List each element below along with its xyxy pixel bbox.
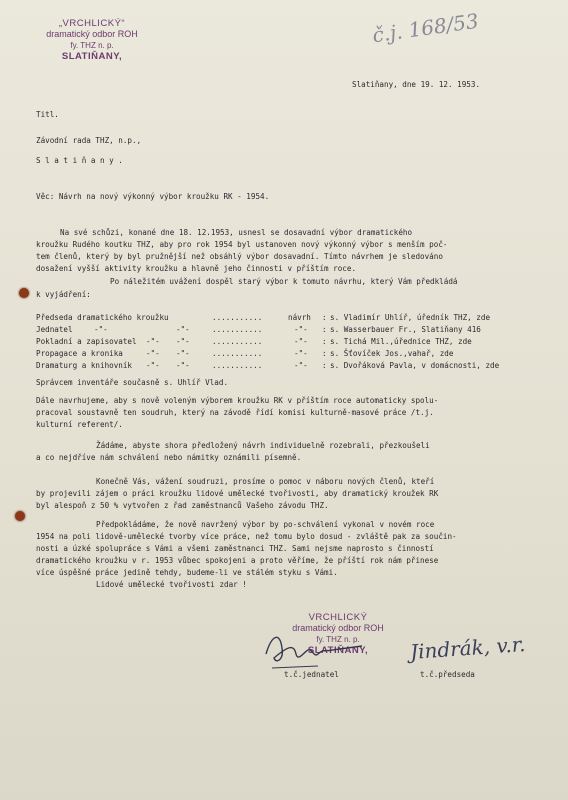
- para1-line: dosažení vyšší aktivity kroužku a hlavně jeho činnosti v příštím roce.: [36, 264, 357, 273]
- header-stamp: [22, 18, 162, 62]
- addressee-line-3: S l a t i ň a n y .: [36, 156, 123, 165]
- para3-line: pracoval soustavně ten soudruh, který na závodě řídí komisi kulturně-masové práce /t.j.: [36, 408, 434, 417]
- reference-note: č.j. 168/53: [370, 8, 480, 48]
- date-line: Slatiňany, dne 19. 12. 1953.: [352, 80, 481, 89]
- para1-line: kroužku Rudého koutku THZ, aby pro rok 1954 byl ustanoven nový výkonný výbor s menším poč-: [36, 240, 448, 249]
- signature-left: [258, 624, 378, 674]
- para1-line: tem členů, který by byl pružnější než obsáhlý výbor dosavadní. Tímto návrhem je sledováno: [36, 252, 443, 261]
- committee-ditto: -"-: [146, 349, 160, 358]
- para4-line: Žádáme, abyste shora předložený návrh individuelně rozebrali, přezkoušeli: [96, 441, 430, 450]
- sign-right-label: t.č.předseda: [420, 670, 475, 679]
- committee-ditto: -"-: [146, 361, 160, 370]
- stamp-line: dramatický odbor ROH: [292, 623, 384, 633]
- committee-ditto: -"-: [94, 325, 108, 334]
- committee-ditto: -"-: [176, 361, 190, 370]
- committee-role: Pokladní a zapisovatel: [36, 337, 137, 346]
- committee-person: s. Wasserbauer Fr., Slatiňany 416: [330, 325, 481, 334]
- para6-line: dramatického kroužku v r. 1953 vůbec spokojeni a proto věříme, že příští rok nám přinese: [36, 556, 439, 565]
- committee-ditto: -"-: [176, 349, 190, 358]
- stamp-line: SLATIŇANY,: [61, 51, 123, 62]
- stamp-line: „VRCHLICKÝ“: [58, 18, 126, 29]
- committee-sep: :: [322, 361, 327, 370]
- committee-sep: :: [322, 325, 327, 334]
- committee-label: -"-: [294, 325, 308, 334]
- committee-sep: :: [322, 349, 327, 358]
- stamp-line: fy. THZ n. p.: [70, 41, 114, 50]
- subject-line: Věc: Návrh na nový výkonný výbor kroužku RK - 1954.: [36, 192, 270, 201]
- para6-line: Předpokládáme, že nově navržený výbor by po-schválení vykonal v novém roce: [96, 520, 435, 529]
- committee-ditto: -"-: [176, 325, 190, 334]
- committee-role: Jednatel: [36, 325, 73, 334]
- addressee-line-1: Titl.: [36, 110, 59, 119]
- committee-dots: ...........: [212, 313, 263, 322]
- closing-line: Lidové umělecké tvořivosti zdar !: [96, 580, 247, 589]
- committee-role: Dramaturg a knihovník: [36, 361, 133, 370]
- committee-dots: ...........: [212, 337, 263, 346]
- committee-label: návrh: [288, 313, 311, 322]
- stamp-line: dramatický odbor ROH: [46, 29, 138, 39]
- para1-line: Na své schůzi, konané dne 18. 12.1953, usnesl se dosavadní výbor dramatického: [60, 228, 413, 237]
- committee-dots: ...........: [212, 325, 263, 334]
- committee-label: -"-: [294, 361, 308, 370]
- committee-person: s. Vladimír Uhlíř, úředník THZ, zde: [330, 313, 491, 322]
- committee-role: Předseda dramatického kroužku: [36, 313, 169, 322]
- para5-line: Konečně Vás, vážení soudruzi, prosíme o pomoc v náboru nových členů, kteří: [96, 477, 435, 486]
- sign-left-label: t.č.jednatel: [284, 670, 339, 679]
- committee-ditto: -"-: [146, 337, 160, 346]
- committee-dots: ...........: [212, 361, 263, 370]
- punch-hole-top: [19, 288, 29, 298]
- para3-line: kulturní referent/.: [36, 420, 123, 429]
- committee-person: s. Dvořáková Pavla, v domácnosti, zde: [330, 361, 500, 370]
- stamp-line: VRCHLICKÝ: [308, 612, 368, 623]
- committee-ditto: -"-: [176, 337, 190, 346]
- committee-dots: ...........: [212, 349, 263, 358]
- addressee-line-2: Závodní rada THZ, n.p.,: [36, 136, 142, 145]
- punch-hole-bottom: [15, 511, 25, 521]
- committee-person: s. Tichá Mil.,úřednice THZ, zde: [330, 337, 472, 346]
- para3-line: Dále navrhujeme, aby s nově voleným výborem kroužku RK v příštím roce automaticky spolu-: [36, 396, 439, 405]
- committee-role: Propagace a kronika: [36, 349, 123, 358]
- para6-line: 1954 na poli lidově-umělecké tvorby více práce, než tomu bylo dosud - zvláště pak za součin-: [36, 532, 457, 541]
- committee-sep: :: [322, 313, 327, 322]
- committee-person: s. Šťovíček Jos.,vahař, zde: [330, 349, 454, 358]
- signature-right: Jindrák, v.r.: [409, 632, 527, 664]
- committee-label: -"-: [294, 349, 308, 358]
- para4-line: a co nejdříve nám schválení nebo námitky oznámili písemně.: [36, 453, 302, 462]
- para2-line: k vyjádření:: [36, 290, 91, 299]
- para6-line: více úspěšné práce jedině tehdy, budeme-li ve stálém styku s Vámi.: [36, 568, 338, 577]
- para6-line: nosti a úzké spolupráce s Vámi a všemi zaměstnanci THZ. Sami nejsme naprosto s činností: [36, 544, 434, 553]
- committee-sep: :: [322, 337, 327, 346]
- para5-line: by projevili zájem o práci kroužku lidové umělecké tvořivosti, aby dramatický kroužek RK: [36, 489, 439, 498]
- para5-line: byl alespoň z 50 % vytvořen z řad zaměstnanců Vašeho závodu THZ.: [36, 501, 329, 510]
- stamp-line: SLATIŇANY,: [307, 645, 369, 656]
- para2-line: Po náležitém uvážení dospěl starý výbor k tomuto návrhu, který Vám předkládá: [110, 277, 458, 286]
- committee-label: -"-: [294, 337, 308, 346]
- stamp-line: fy. THZ n. p.: [316, 635, 360, 644]
- inventory-line: Správcem inventáře současně s. Uhlíř Vlad.: [36, 378, 229, 387]
